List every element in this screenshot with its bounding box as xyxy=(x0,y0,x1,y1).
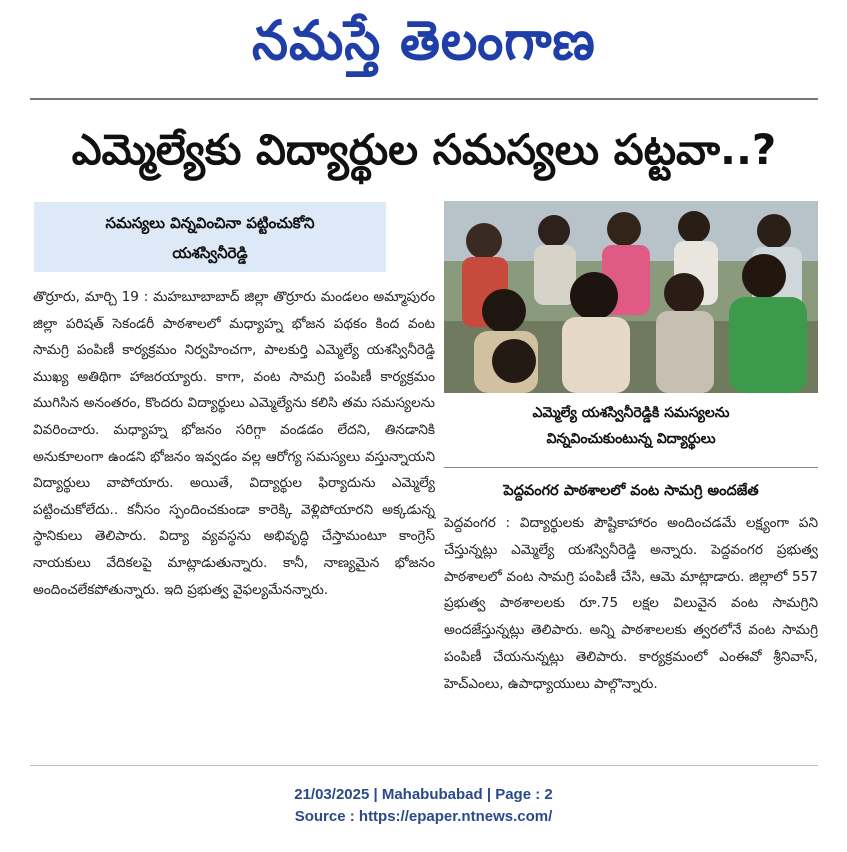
article-headline: ఎమ్మెల్యేకు విద్యార్థుల సమస్యలు పట్టవా..? xyxy=(71,125,777,174)
divider xyxy=(30,98,818,100)
main-article xyxy=(33,202,435,754)
subhead-line-2: యశస్వినీరెడ్డి xyxy=(172,244,248,262)
subhead-line-1: సమస్యలు విన్నవించినా పట్టించుకోని xyxy=(105,214,315,232)
divider xyxy=(30,765,818,766)
page-footer xyxy=(0,784,847,828)
article-subhead xyxy=(34,202,386,272)
footer-source: Source : https://epaper.ntnews.com/ xyxy=(294,808,553,825)
side-article-subhead: పెద్దవంగర పాఠశాలలో వంట సామగ్రి అందజేత xyxy=(503,483,759,499)
caption-line-2: విన్నవించుకుంటున్న విద్యార్థులు xyxy=(546,431,716,447)
caption-line-1: ఎమ్మెల్యే యశస్వినీరెడ్డికి సమస్యలను xyxy=(532,405,730,421)
side-article-body: పెద్దవంగర : విద్యార్థులకు పౌష్టికాహారం అందించడమే లక్ష్యంగా పని చేస్తున్నట్లు ఎమ్మెల్యే యశస్వినీరెడ్డి అన్నారు. పెద్దవంగర ప్రభుత్వ పాఠశాలలో వంట సామగ్రి పంపిణీ చేసి, ఆమె మాట్లాడారు. జిల్లాలో 557 ప్రభుత్వ పాఠశాలలకు రూ.75 లక్షల విలువైన వంట సామగ్రిని అందజేస్తున్నట్లు తెలిపారు. అన్ని పాఠశాలలకు త్వరలోనే వంట సామగ్రి పంపిణీ చేయనున్నట్లు తెలిపారు. కార్యక్రమంలో ఎంఈవో శ్రీనివాస్, హెచ్ఎంలు, ఉపాధ్యాయులు పాల్గొన్నారు. xyxy=(444,515,818,692)
masthead xyxy=(0,0,847,82)
news-photo xyxy=(444,201,818,393)
article-body: తొర్రూరు, మార్చి 19 : మహబూబాబాద్ జిల్లా తొర్రూరు మండలం అమ్మాపురం జిల్లా పరిషత్ సెకండరీ పాఠశాలలో మధ్యాహ్న భోజన పథకం కింద వంట సామగ్రి పంపిణీ కార్యక్రమం నిర్వహించగా, పాలకుర్తి ఎమ్మెల్యే యశస్వినీరెడ్డి ముఖ్య అతిథిగా హాజరయ్యారు. కాగా, వంట సామగ్రి పంపిణీ కార్యక్రమం ముగిసిన అనంతరం, కొందరు విద్యార్థులు ఎమ్మెల్యేను కలిసి తమ సమస్యలను వివరించారు. మధ్యాహ్న భోజనం సరిగ్గా వండడం లేదని, తినడానికి అనుకూలంగా ఉండని భోజనం ఇవ్వడం వల్ల ఆరోగ్య సమస్యలు వస్తున్నాయని విద్యార్థులు వాపోయారు. అయితే, విద్యార్థుల ఫిర్యాదును ఎమ్మెల్యే పట్టించుకోలేదు.. కనీసం స్పందించకుండా కారెక్కి వెళ్లిపోయారని అక్కడున్న స్థానికులు తెలిపారు. విద్యా వ్యవస్థను అభివృద్ధి చేస్తామంటూ కాంగ్రెస్ నాయకులు వేదికలపై మాట్లాడుతున్నారు. కానీ, నాణ్యమైన భోజనం అందించలేకపోతున్నారు. ఇది ప్రభుత్వ వైఫల్యమేనన్నారు. xyxy=(33,289,435,598)
newspaper-logo: నమస్తే తెలంగాణ xyxy=(251,9,596,72)
divider xyxy=(444,467,818,468)
crowd-photo-illustration xyxy=(444,201,818,393)
footer-date-edition: 21/03/2025 | Mahabubabad | Page : 2 xyxy=(294,786,553,803)
photo-caption xyxy=(444,400,818,460)
